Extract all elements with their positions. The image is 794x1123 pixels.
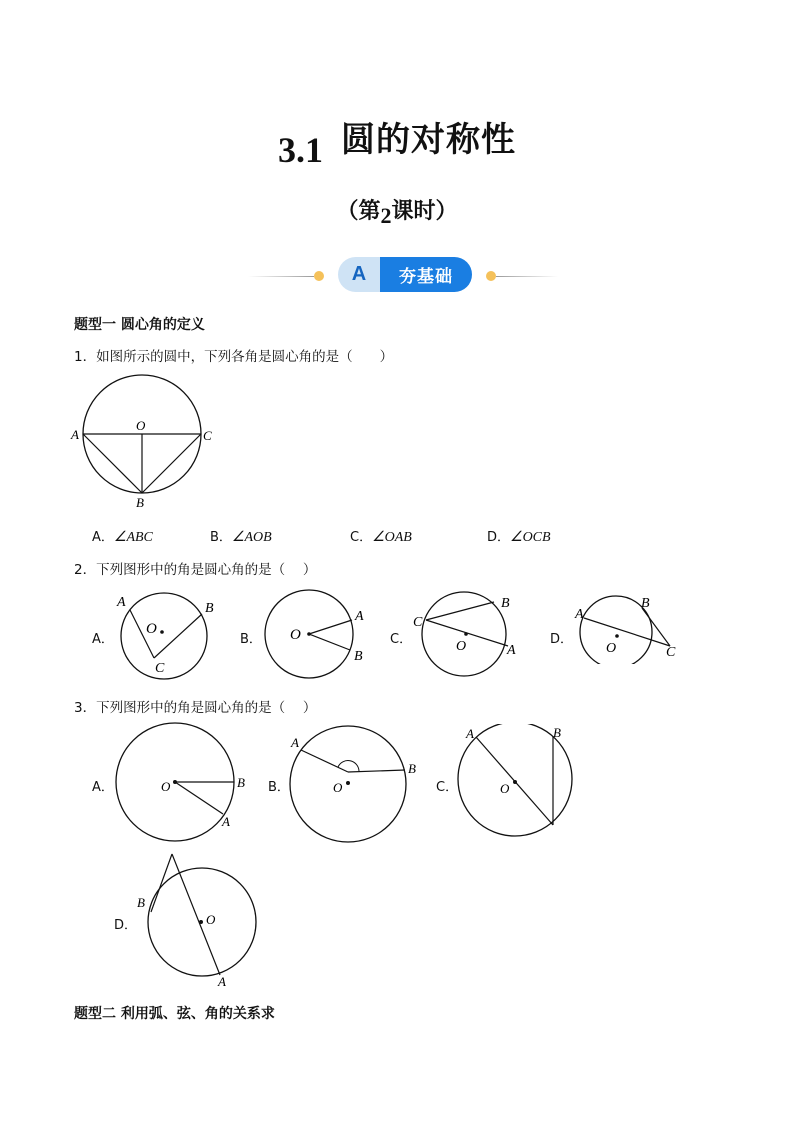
svg-text:B: B xyxy=(501,596,510,611)
question-1-figure xyxy=(66,370,226,510)
svg-text:B: B xyxy=(641,596,650,611)
svg-text:A: A xyxy=(222,814,230,829)
svg-text:A: A xyxy=(218,974,226,989)
q2-figure-b xyxy=(258,586,373,686)
svg-text:O: O xyxy=(206,912,216,927)
q3-option-d[interactable]: D． xyxy=(114,918,138,933)
q2-option-b[interactable]: B． xyxy=(240,632,262,647)
svg-text:O: O xyxy=(136,418,146,433)
q1-option-a[interactable]: A．∠ABC xyxy=(92,530,153,545)
svg-text:B: B xyxy=(137,895,145,910)
svg-text:B: B xyxy=(136,495,144,510)
section-heading: 题型一 圆心角的定义 xyxy=(74,317,205,333)
badge-text: 夯基础 xyxy=(380,257,472,292)
svg-text:B: B xyxy=(205,601,214,616)
q2-option-d[interactable]: D． xyxy=(550,632,574,647)
svg-text:B: B xyxy=(553,725,561,740)
q3-option-c[interactable]: C． xyxy=(436,780,459,795)
svg-text:C: C xyxy=(203,428,212,443)
q3-figure-c xyxy=(454,724,594,839)
svg-text:A: A xyxy=(355,609,364,624)
question-3-stem: 3．下列图形中的角是圆心角的是（ ） xyxy=(74,700,317,716)
svg-text:B: B xyxy=(354,649,363,664)
svg-text:A: A xyxy=(575,607,584,622)
level-badge xyxy=(338,257,472,292)
svg-text:C: C xyxy=(666,645,676,660)
q1-option-b[interactable]: B．∠AOB xyxy=(210,530,272,545)
svg-text:C: C xyxy=(413,615,423,630)
svg-text:O: O xyxy=(606,641,617,656)
q3-figure-d xyxy=(134,850,264,990)
q3-option-a[interactable]: A． xyxy=(92,780,114,795)
section-heading-2: 题型二 利用弧、弦、角的关系求 xyxy=(74,1006,275,1022)
svg-text:O: O xyxy=(161,779,171,794)
lesson-subtitle: （第2课时） xyxy=(336,199,458,228)
q3-figure-b xyxy=(285,722,425,847)
svg-text:O: O xyxy=(290,627,301,643)
q2-figure-c xyxy=(410,586,530,686)
badge-line-left xyxy=(248,276,314,277)
svg-text:B: B xyxy=(408,761,416,776)
svg-text:A: A xyxy=(466,726,474,741)
svg-text:O: O xyxy=(333,780,343,795)
svg-text:O: O xyxy=(500,781,510,796)
badge-letter: A xyxy=(338,257,380,292)
q2-option-c[interactable]: C． xyxy=(390,632,413,647)
badge-line-right xyxy=(496,276,558,277)
svg-text:A: A xyxy=(291,735,299,750)
question-2-stem: 2．下列图形中的角是圆心角的是（ ） xyxy=(74,562,317,578)
q2-figure-a xyxy=(108,588,223,683)
q3-option-b[interactable]: B． xyxy=(268,780,290,795)
svg-text:B: B xyxy=(237,775,245,790)
question-1-stem: 1．如图所示的圆中，下列各角是圆心角的是（ ） xyxy=(74,349,394,365)
svg-text:A: A xyxy=(507,643,516,658)
svg-text:A: A xyxy=(117,595,126,610)
badge-dot-right xyxy=(486,271,496,281)
q2-figure-d xyxy=(570,594,685,664)
badge-dot-left xyxy=(314,271,324,281)
q1-option-d[interactable]: D．∠OCB xyxy=(487,530,551,545)
page-title xyxy=(0,112,794,170)
q2-option-a[interactable]: A． xyxy=(92,632,114,647)
svg-text:O: O xyxy=(456,639,467,654)
q3-figure-a xyxy=(110,720,250,845)
q1-option-c[interactable]: C．∠OAB xyxy=(350,530,412,545)
section-title: 圆的对称性 xyxy=(341,120,516,160)
svg-text:O: O xyxy=(146,621,157,637)
svg-text:C: C xyxy=(155,661,165,676)
section-number: 3.1 xyxy=(278,130,323,170)
svg-text:A: A xyxy=(71,427,79,442)
